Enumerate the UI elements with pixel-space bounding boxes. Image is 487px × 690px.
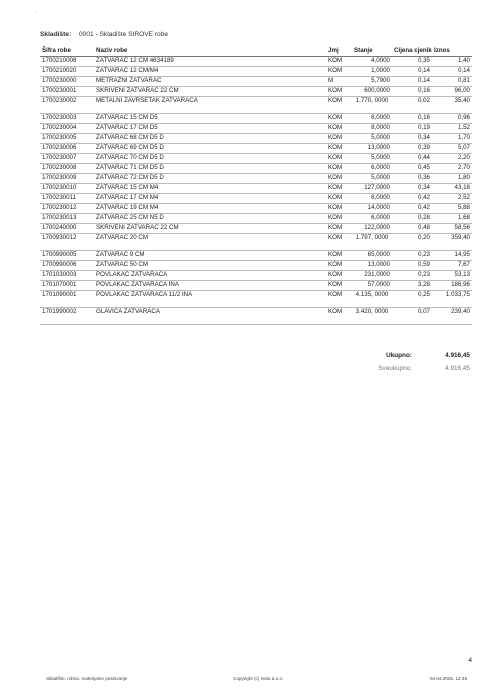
cell-code: 1700230013 xyxy=(40,214,94,224)
cell-qty: 57,0000 xyxy=(352,281,392,291)
cell-name: ZATVARAČ 19 CM M4 xyxy=(94,204,326,214)
cell-qty: 1.797, 0000 xyxy=(352,234,392,251)
cell-qty: 65,0000 xyxy=(352,251,392,261)
cell-unit: KOM xyxy=(326,97,352,114)
cell-price: 0,25 xyxy=(392,291,432,308)
cell-name: ZATVARAČ 20 CM xyxy=(94,234,326,251)
table-row xyxy=(40,144,472,154)
cell-unit: KOM xyxy=(326,87,352,97)
table-row xyxy=(40,251,472,261)
cell-qty: 6,0000 xyxy=(352,164,392,174)
cell-qty: 1,0000 xyxy=(352,67,392,77)
cell-amount: 35,40 xyxy=(432,97,472,114)
column-header-price: Cijena cjenik xyxy=(392,44,432,57)
cell-unit: KOM xyxy=(326,184,352,194)
table-row xyxy=(40,164,472,174)
column-header-unit: Jmj xyxy=(326,44,352,57)
cell-qty: 14,0000 xyxy=(352,204,392,214)
cell-unit: KOM xyxy=(326,234,352,251)
cell-amount: 0,96 xyxy=(432,114,472,124)
cell-qty: 5,7900 xyxy=(352,77,392,87)
cell-price: 0,42 xyxy=(392,194,432,204)
cell-amount: 5,07 xyxy=(432,144,472,154)
cell-code: 1700230005 xyxy=(40,134,94,144)
cell-code: 1700990006 xyxy=(40,261,94,271)
column-header-amount: Iznos xyxy=(432,44,472,57)
subtotal-value: 4.916,45 xyxy=(445,352,470,359)
cell-name: ZATVARAČ 25 CM N5 D xyxy=(94,214,326,224)
warehouse-header xyxy=(40,31,168,38)
table-row xyxy=(40,87,472,97)
cell-unit: KOM xyxy=(326,308,352,325)
cell-qty: 13,0000 xyxy=(352,261,392,271)
table-row xyxy=(40,281,472,291)
cell-unit: KOM xyxy=(326,194,352,204)
cell-amount: 186,96 xyxy=(432,281,472,291)
table-row xyxy=(40,291,472,308)
cell-price: 0,07 xyxy=(392,308,432,325)
cell-amount: 14,95 xyxy=(432,251,472,261)
cell-amount: 359,40 xyxy=(432,234,472,251)
cell-price: 0,48 xyxy=(392,224,432,234)
cell-qty: 8,0000 xyxy=(352,124,392,134)
cell-qty: 6,0000 xyxy=(352,214,392,224)
table-row xyxy=(40,214,472,224)
cell-code: 1700230000 xyxy=(40,77,94,87)
cell-unit: KOM xyxy=(326,261,352,271)
cell-name: SKRIVENI ZATVARAČ 22 CM xyxy=(94,224,326,234)
cell-amount: 1,80 xyxy=(432,174,472,184)
cell-unit: KOM xyxy=(326,251,352,261)
cell-price: 0,34 xyxy=(392,184,432,194)
cell-unit: KOM xyxy=(326,114,352,124)
table-row xyxy=(40,134,472,144)
cell-price: 0,14 xyxy=(392,67,432,77)
cell-qty: 3.420, 0000 xyxy=(352,308,392,325)
table-row xyxy=(40,224,472,234)
cell-code: 1700240000 xyxy=(40,224,94,234)
table-row xyxy=(40,261,472,271)
grand-total-value: 4.916,45 xyxy=(445,365,470,372)
cell-amount: 5,88 xyxy=(432,204,472,214)
cell-unit: KOM xyxy=(326,57,352,67)
cell-qty: 127,0000 xyxy=(352,184,392,194)
table-row xyxy=(40,174,472,184)
cell-name: GLAVICA ZATVARAČA xyxy=(94,308,326,325)
cell-name: ZATVARAČ 15 CM D5 xyxy=(94,114,326,124)
cell-name: ZATVARAČ 71 CM D5 D xyxy=(94,164,326,174)
cell-qty: 5,0000 xyxy=(352,154,392,164)
cell-price: 0,34 xyxy=(392,134,432,144)
table-row xyxy=(40,194,472,204)
table-row xyxy=(40,184,472,194)
cell-amount: 1.033,75 xyxy=(432,291,472,308)
table-row xyxy=(40,154,472,164)
cell-amount: 0,14 xyxy=(432,67,472,77)
cell-name: ZATVARAČ 17 CM D5 xyxy=(94,124,326,134)
table-row xyxy=(40,57,472,67)
cell-amount: 1,70 xyxy=(432,134,472,144)
table-row xyxy=(40,67,472,77)
subtotal-label: Ukupno: xyxy=(386,352,412,359)
cell-name: POVLAKAČ ZATVARAČA xyxy=(94,271,326,281)
cell-code: 1700230006 xyxy=(40,144,94,154)
cell-code: 1701090001 xyxy=(40,291,94,308)
cell-amount: 2,52 xyxy=(432,194,472,204)
cell-unit: KOM xyxy=(326,124,352,134)
cell-unit: KOM xyxy=(326,291,352,308)
table-body xyxy=(40,57,472,325)
cell-qty: 5,0000 xyxy=(352,134,392,144)
cell-unit: KOM xyxy=(326,281,352,291)
cell-amount: 0,81 xyxy=(432,77,472,87)
cell-amount: 2,70 xyxy=(432,164,472,174)
cell-qty: 231,0000 xyxy=(352,271,392,281)
cell-price: 0,23 xyxy=(392,251,432,261)
cell-price: 0,14 xyxy=(392,77,432,87)
cell-name: METRAŽNI ZATVARAČ xyxy=(94,77,326,87)
scan-mark: · ´ xyxy=(30,12,38,18)
cell-unit: KOM xyxy=(326,67,352,77)
cell-price: 0,36 xyxy=(392,174,432,184)
footer-right: 04.04.2025. 12:46 xyxy=(429,676,467,681)
cell-unit: KOM xyxy=(326,144,352,154)
cell-amount: 1,52 xyxy=(432,124,472,134)
cell-qty: 1.770, 0000 xyxy=(352,97,392,114)
cell-price: 0,59 xyxy=(392,261,432,271)
cell-code: 1700230009 xyxy=(40,174,94,184)
cell-price: 0,16 xyxy=(392,87,432,97)
table-row xyxy=(40,124,472,134)
footer-center: Copyright (c) Insta d.o.o. xyxy=(233,676,284,681)
cell-code: 1701030003 xyxy=(40,271,94,281)
cell-amount: 43,18 xyxy=(432,184,472,194)
cell-price: 0,39 xyxy=(392,144,432,154)
stock-table xyxy=(40,44,472,325)
cell-amount: 58,56 xyxy=(432,224,472,234)
cell-amount: 1,40 xyxy=(432,57,472,67)
cell-name: POVLAKAČ ZATVARAČA 11/2 INA xyxy=(94,291,326,308)
cell-code: 1700230012 xyxy=(40,204,94,214)
cell-unit: KOM xyxy=(326,204,352,214)
cell-code: 1700230004 xyxy=(40,124,94,134)
cell-price: 0,28 xyxy=(392,214,432,224)
cell-price: 3,28 xyxy=(392,281,432,291)
cell-code: 1700210008 xyxy=(40,57,94,67)
cell-name: METALNI ZAVRŠETAK ZATVARAČA xyxy=(94,97,326,114)
cell-unit: M xyxy=(326,77,352,87)
warehouse-label: Skladište: xyxy=(40,31,72,38)
cell-price: 0,45 xyxy=(392,164,432,174)
grand-total-label: Sveukupno: xyxy=(378,365,412,372)
cell-code: 1700230011 xyxy=(40,194,94,204)
cell-price: 0,42 xyxy=(392,204,432,214)
cell-name: SKRIVENI ZATVARAČ 22 CM xyxy=(94,87,326,97)
cell-name: ZATVARAČ 12 CM/M4 xyxy=(94,67,326,77)
cell-qty: 122,0000 xyxy=(352,224,392,234)
cell-code: 1700230003 xyxy=(40,114,94,124)
cell-name: ZATVARAČ 68 CM D5 D xyxy=(94,134,326,144)
table-row xyxy=(40,114,472,124)
cell-name: ZATVARAČ 50 CM xyxy=(94,261,326,271)
cell-amount: 7,67 xyxy=(432,261,472,271)
cell-price: 0,19 xyxy=(392,124,432,134)
cell-code: 1700230007 xyxy=(40,154,94,164)
table-row xyxy=(40,271,472,281)
table-row xyxy=(40,204,472,214)
cell-qty: 4,0000 xyxy=(352,57,392,67)
cell-unit: KOM xyxy=(326,134,352,144)
warehouse-value: 0001 - Skladište SIROVE robe xyxy=(79,31,169,38)
cell-unit: KOM xyxy=(326,224,352,234)
cell-name: POVLAKAČ ZATVARAČA INA xyxy=(94,281,326,291)
cell-code: 1700230010 xyxy=(40,184,94,194)
cell-code: 1700230008 xyxy=(40,164,94,174)
cell-name: ZATVARAČ 9 CM xyxy=(94,251,326,261)
cell-qty: 4.135, 0000 xyxy=(352,291,392,308)
column-header-qty: Stanje xyxy=(352,44,392,57)
table-header-row xyxy=(40,44,472,57)
cell-amount: 2,20 xyxy=(432,154,472,164)
page-number: 4 xyxy=(468,657,472,664)
cell-amount: 239,40 xyxy=(432,308,472,325)
cell-amount: 1,68 xyxy=(432,214,472,224)
cell-code: 1701990002 xyxy=(40,308,94,325)
cell-code: 1700230001 xyxy=(40,87,94,97)
cell-name: ZATVARAČ 12 CM 4634189 xyxy=(94,57,326,67)
cell-qty: 5,0000 xyxy=(352,174,392,184)
cell-price: 0,02 xyxy=(392,97,432,114)
cell-price: 0,35 xyxy=(392,57,432,67)
cell-unit: KOM xyxy=(326,271,352,281)
cell-code: 1700230002 xyxy=(40,97,94,114)
cell-price: 0,16 xyxy=(392,114,432,124)
table-row xyxy=(40,77,472,87)
column-header-code: Šifra robe xyxy=(40,44,94,57)
cell-amount: 96,00 xyxy=(432,87,472,97)
cell-price: 0,44 xyxy=(392,154,432,164)
cell-qty: 6,0000 xyxy=(352,114,392,124)
cell-amount: 53,13 xyxy=(432,271,472,281)
cell-price: 0,23 xyxy=(392,271,432,281)
table-row xyxy=(40,97,472,114)
cell-qty: 6,0000 xyxy=(352,194,392,204)
cell-name: ZATVARAČ 17 CM M4 xyxy=(94,194,326,204)
cell-unit: KOM xyxy=(326,214,352,224)
cell-qty: 600,0000 xyxy=(352,87,392,97)
cell-code: 1701070001 xyxy=(40,281,94,291)
cell-price: 0,20 xyxy=(392,234,432,251)
cell-qty: 13,0000 xyxy=(352,144,392,154)
cell-name: ZATVARAČ 15 CM M4 xyxy=(94,184,326,194)
table-row xyxy=(40,234,472,251)
cell-code: 1700990005 xyxy=(40,251,94,261)
table-row xyxy=(40,308,472,325)
cell-unit: KOM xyxy=(326,154,352,164)
cell-unit: KOM xyxy=(326,164,352,174)
cell-unit: KOM xyxy=(326,174,352,184)
cell-name: ZATVARAČ 70 CM D5 D xyxy=(94,154,326,164)
cell-name: ZATVARAČ 69 CM D5 D xyxy=(94,144,326,154)
cell-code: 1700210020 xyxy=(40,67,94,77)
footer-left: Skladište, robno, materijalno poslovanje xyxy=(46,676,128,681)
column-header-name: Naziv robe xyxy=(94,44,326,57)
cell-name: ZATVARAČ 72 CM D5 D xyxy=(94,174,326,184)
cell-code: 1700930012 xyxy=(40,234,94,251)
